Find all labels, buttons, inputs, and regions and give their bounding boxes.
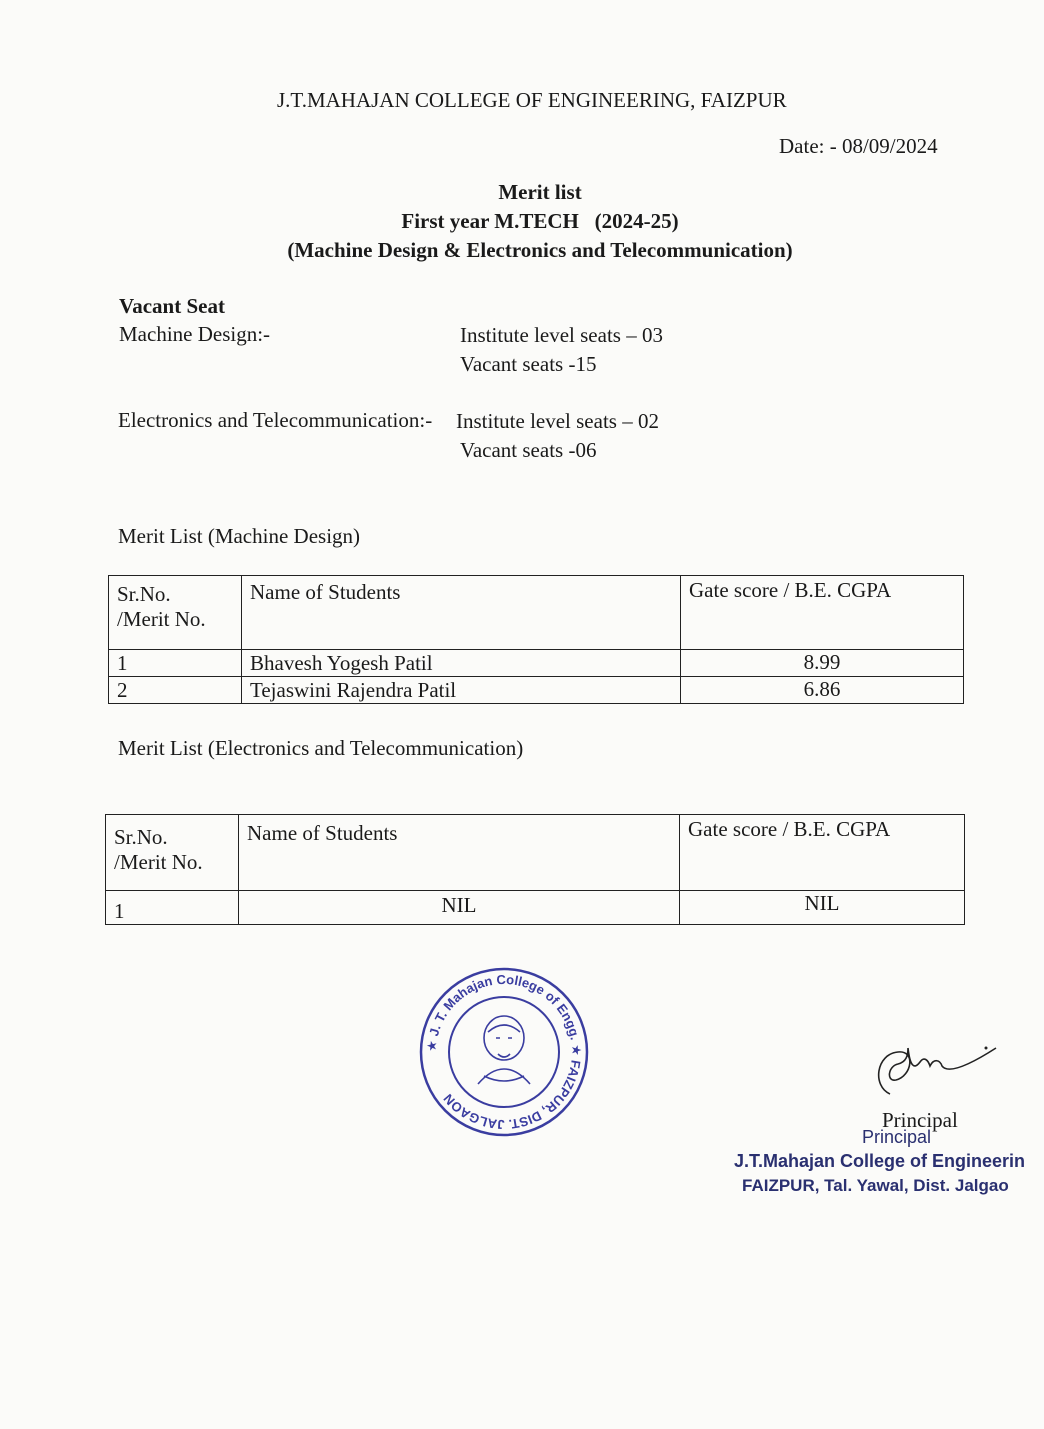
table-header-row <box>106 815 965 891</box>
header-sr-no: Sr.No. /Merit No. <box>106 815 239 891</box>
header-score: Gate score / B.E. CGPA <box>681 576 964 650</box>
signature-principal-label: Principal <box>882 1108 958 1132</box>
document-date: Date: - 08/09/2024 <box>779 134 938 158</box>
md-label: Machine Design:- <box>119 322 271 346</box>
md-vacant-seats: Vacant seats -15 <box>460 352 597 376</box>
header-score: Gate score / B.E. CGPA <box>680 815 965 891</box>
printed-college-address: FAIZPUR, Tal. Yawal, Dist. Jalgao <box>742 1176 1009 1195</box>
college-name-header: J.T.MAHAJAN COLLEGE OF ENGINEERING, FAIZPUR <box>277 88 787 112</box>
printed-college-name: J.T.Mahajan College of Engineerin <box>734 1151 1026 1171</box>
cell-name: NIL <box>239 891 680 925</box>
printed-principal-title: Principal <box>862 1127 932 1147</box>
title-branches: (Machine Design & Electronics and Telecommunication) <box>287 238 793 262</box>
cell-sr: 2 <box>109 677 242 704</box>
cell-name: Bhavesh Yogesh Patil <box>242 650 681 677</box>
title-merit-list: Merit list <box>498 180 582 204</box>
seal-portrait-icon <box>478 1016 530 1084</box>
header-name: Name of Students <box>239 815 680 891</box>
title-program: First year M.TECH (2024-25) <box>401 209 679 233</box>
cell-sr: 1 <box>109 650 242 677</box>
etc-merit-heading: Merit List (Electronics and Telecommunication) <box>118 736 524 760</box>
md-merit-heading: Merit List (Machine Design) <box>118 524 361 548</box>
etc-merit-table <box>105 814 965 925</box>
md-merit-table <box>108 575 964 704</box>
etc-institute-seats: Institute level seats – 02 <box>456 409 659 433</box>
etc-label: Electronics and Telecommunication:- <box>118 408 433 432</box>
table-row <box>109 677 964 704</box>
vacant-seat-heading: Vacant Seat <box>119 294 225 318</box>
etc-vacant-seats: Vacant seats -06 <box>460 438 597 462</box>
table-row <box>106 891 965 925</box>
md-institute-seats: Institute level seats – 03 <box>460 323 663 347</box>
table-row <box>109 650 964 677</box>
table-header-row <box>109 576 964 650</box>
principal-signature <box>868 1036 998 1116</box>
header-name: Name of Students <box>242 576 681 650</box>
cell-score: NIL <box>680 891 965 925</box>
cell-score: 8.99 <box>681 650 964 677</box>
cell-sr: 1 <box>106 891 239 925</box>
seal-text: ★ J. T. Mahajan College of Engg. ★ FAIZPUR, DIST. JALGAON <box>423 971 585 1133</box>
cell-name: Tejaswini Rajendra Patil <box>242 677 681 704</box>
header-sr-no: Sr.No. /Merit No. <box>109 576 242 650</box>
cell-score: 6.86 <box>681 677 964 704</box>
college-seal-stamp <box>418 966 590 1138</box>
